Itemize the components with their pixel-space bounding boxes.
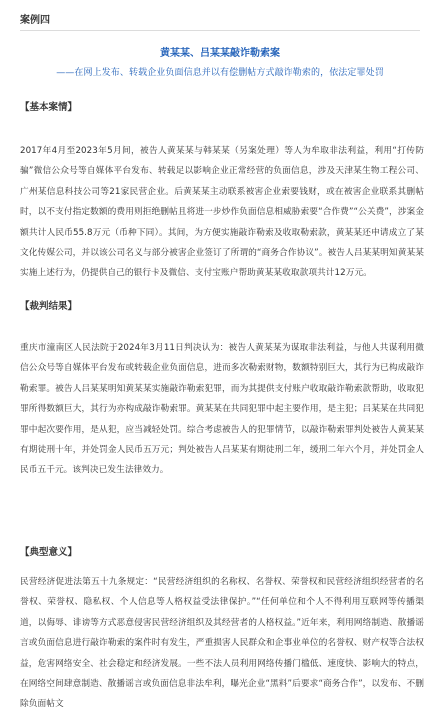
ruling-paragraph: 重庆市潼南区人民法院于2024年3月11日判决认为：被告人黄某某为谋取非法利益，与他人共谋利用微信公众号等自媒体平台发布或转载企业负面信息，进而多次勒索财物，数额特别巨大，其行为已构成敲诈勒索罪。被告人吕某某明知黄某某实施敲诈勒索犯罪，而为其提供支付账户收取敲诈勒索款帮助，收取犯罪所得数额巨大，其行为亦构成敲诈勒索罪。黄某某在共同犯罪中起主要作用，是主犯；吕某某在共同犯罪中起次要作用，是从犯，应当减轻处罚。综合考虑被告人的犯罪情节，以敲诈勒索罪判处被告人黄某某有期徒刑十年，并处罚金人民币五万元；判处被告人吕某某有期徒刑二年，缓刑二年六个月，并处罚金人民币五千元。该判决已发生法律效力。 [20, 343, 424, 476]
basic-facts-paragraph: 2017年4月至2023年5月间，被告人黄某某与韩某某（另案处理）等人为牟取非法利益，利用“打传防骗”微信公众号等自媒体平台发布、转载足以影响企业正常经营的负面信息，涉及天津某生物工程公司、广州某信息科技公司等21家民营企业。后黄某某主动联系被害企业索要钱财，或在被害企业联系其删帖时，以不支付指定数额的费用则拒绝删帖且将进一步炒作负面信息相威胁索要“合作费”“公关费”，涉案金额共计人民币55.8万元（币种下同）。其间，为方便实施敲诈勒索及收取勒索款，黄某某还申请成立了某文化传媒公司，并以该公司名义与部分被害企业签订了所谓的“商务合作协议”。被告人吕某某明知黄某某实施上述行为，仍提供自己的银行卡及微信、支付宝账户帮助黄某某收取款项共计12万元。 [20, 146, 424, 279]
ruling-heading: 【裁判结果】 [20, 301, 78, 312]
significance-heading: 【典型意义】 [20, 547, 78, 558]
case-title: 黄某某、吕某某敲诈勒索案 [160, 48, 280, 59]
significance-paragraph: 民营经济促进法第五十九条规定：“民营经济组织的名称权、名誉权、荣誉权和民营经济组织经营者的名誉权、荣誉权、隐私权、个人信息等人格权益受法律保护。”“任何单位和个人不得利用互联网等传播渠道，以侮辱、诽谤等方式恶意侵害民营经济组织及其经营者的人格权益。”近年来，利用网络制造、散播谣言或负面信息进行敲诈勒索的案件时有发生，严重损害人民群众和企事业单位的名誉权、财产权等合法权益，危害网络安全、社会稳定和经济发展。一些不法人员利用网络传播门槛低、速度快、影响大的特点，在网络空间肆意制造、散播谣言或负面信息非法牟利，曝光企业“黑料”后要求“商务合作”，以发布、不删除负面帖文 [20, 577, 424, 710]
case-subtitle: ——在网上发布、转载企业负面信息并以有偿删帖方式敲诈勒索的，依法定罪处罚 [56, 68, 384, 78]
top-divider [20, 30, 420, 31]
basic-facts-heading: 【基本案情】 [20, 102, 78, 113]
case-label: 案例四 [20, 15, 50, 26]
